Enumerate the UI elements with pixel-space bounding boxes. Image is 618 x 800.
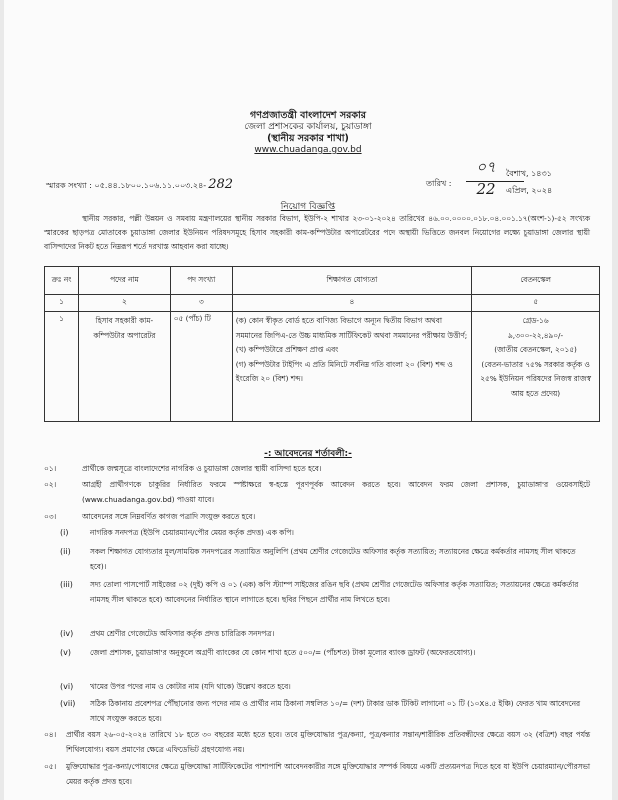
date-label: তারিখ : [426, 179, 452, 188]
term-item: ০৩। আবেদনের সঙ্গে নিম্নবর্ণিত কাগজ পত্রাদি সংযুক্ত করতে হবে। [44, 512, 256, 521]
document-page [4, 0, 612, 800]
attachment-item: (iii) সদ্য তোলা পাসপোর্ট সাইজের ০২ (দুই) কপি ও ০১ (এক) কপি স্ট্যাম্প সাইজের রঙিন ছবি (প্রথম শ্রেণীর গেজেটেড অফিসার কর্তৃক সত্যায়িত; সত্যায়নের ক্ষেত্রে কর্মকর্তার নামসহ সীল থাকতে হবে) আবেদনের নির্ধারিত স্থানে লাগাতে হবে। ছবির পিছনে প্রার্থীর নাম লিখতে হবে। [60, 580, 579, 604]
row-post-name: হিসাব সহকারী কাম-কম্পিউটার অপারেটর [78, 312, 170, 422]
memo-label: স্মারক সংখ্যা : ০৫.৪৪.১৮০০.১০৬.১১.০০৩.২৪- [46, 181, 207, 190]
section-title: (স্থানীয় সরকার শাখা) [267, 133, 349, 145]
office-title: জেলা প্রশাসকের কার্যালয়, চুয়াডাঙ্গা [244, 121, 372, 132]
table-row [45, 312, 600, 422]
term-item: ০৫। মুক্তিযোদ্ধার পুত্র-কন্যা/পোষ্যদের ক্ষেত্রে মুক্তিযোদ্ধা সার্টিফিকেটের পাশাপাশি আবেদনকারীর সঙ্গে মুক্তিযোদ্ধার সম্পর্ক বিষয়ে একটি প্রত্যয়নপত্র দিতে হবে যা ইউপি চেয়ারম্যান/পৌরসভা মেয়র কর্তৃক প্রদত্ত হবে। [44, 762, 590, 786]
row-salary: গ্রেড-১৬ ৯,৩০০-২২,৪৯০/- (জাতীয় বেতনস্কেল, ২০১৫) (বেতন-ভাতার ৭৫% সরকার কর্তৃক ও ২৫% ইউনিয়ন পরিষদের নিজস্ব রাজস্ব আয় হতে প্রদেয়) [472, 312, 600, 422]
attachment-item: (v) জেলা প্রশাসক, চুয়াডাঙ্গা'র অনুকূলে অগ্রণী ব্যাংকের যে কোন শাখা হতে ৫০০/= (পাঁচশত) টাকা মূল্যের ব্যাংক ড্রাফট (অফেরতযোগ্য)। [60, 648, 476, 657]
term-item: ০৪। প্রার্থীর বয়স ২৬-০৫-২০২৪ তারিখে ১৮ হতে ৩০ বছরের মধ্যে হতে হবে। তবে মুক্তিযোদ্ধার পুত্র/কন্যা, পুত্র/কন্যার সন্তান/শারীরিক প্রতিবন্ধীদের ক্ষেত্রে বয়স ৩২ (বত্রিশ) বছর পর্যন্ত শিথিলযোগ্য। বয়স প্রমাণের ক্ষেত্রে এফিডেভিট গ্রহণযোগ্য নয়। [44, 730, 590, 754]
memo-number [46, 177, 233, 193]
row-qualification: (ক) কোন স্বীকৃত বোর্ড হতে বাণিজ্য বিভাগে অন্যূন দ্বিতীয় বিভাগ অথবা সমমানের জিপিএ-তে উচ্চ মাধ্যমিক সার্টিফিকেট অথবা সমমানের পরীক্ষায় উত্তীর্ণ; (খ) কম্পিউটারে প্রশিক্ষণ প্রাপ্ত এবং (গ) কম্পিউটার টাইপিং এ প্রতি মিনিটে সর্বনিম্ন গতি বাংলা ২০ (বিশ) শব্দ ও ইংরেজি ২০ (বিশ) শব্দ। [232, 312, 471, 422]
row-post-count: ০৫ (পাঁচ) টি [170, 312, 232, 422]
website-link[interactable]: www.chuadanga.gov.bd [254, 145, 362, 155]
terms-title: -: আবেদনের শর্তাবলী:- [264, 449, 352, 459]
header-post-count: পদ সংখ্যা [170, 267, 232, 295]
attachment-item: (ii) সকল শিক্ষাগত যোগ্যতার মূল/সাময়িক সনদপত্রের সত্যায়িত অনুলিপি (প্রথম শ্রেণীর গেজেটেড অফিসার কর্তৃক সত্যায়িত; সত্যায়নের ক্ষেত্রে কর্মকর্তার নামসহ সীল থাকতে হবে)। [60, 547, 576, 571]
attachment-item: (i) নাগরিক সনদপত্র (ইউপি চেয়ারম্যান/পৌর মেয়র কর্তৃক প্রদত্ত) এক কপি। [60, 528, 294, 537]
vacancy-table [44, 266, 600, 422]
intro-paragraph: স্থানীয় সরকার, পল্লী উন্নয়ন ও সমবায় মন্ত্রণালয়ের স্থানীয় সরকার বিভাগ, ইউপি-২ শাখার ২৩-০১-২০২৪ তারিখের ৪৬.০০.০০০০.০১৮.০৪.০০১.১৭(অংশ-১)-৫২ সংখ্যক স্মারকের ছাড়পত্র মোতাবেক চুয়াডাঙ্গা জেলার ইউনিয়ন পরিষদসমূহে হিসাব সহকারী কাম-কম্পিউটার অপারেটরের পদে অস্থায়ী ভিত্তিতে জনবল নিয়োগের লক্ষ্যে চুয়াডাঙ্গা জেলার স্থায়ী বাসিন্দাদের নিকট হতে নিম্নরূপ শর্তে দরখাস্ত আহবান করা যাচ্ছে। [44, 214, 590, 251]
header-qualification: শিক্ষাগত যোগ্যতা [232, 267, 471, 295]
government-title: গণপ্রজাতন্ত্রী বাংলাদেশ সরকার [250, 110, 366, 121]
attachment-item: (vii) সঠিক ঠিকানায় প্রবেশপত্র পৌঁছানোর জন্য পদের নাম ও প্রার্থীর নাম ঠিকানা সম্বলিত ১০/= (দশ) টাকার ডাক টিকিট লাগানো ০১ টি (১০X৪.৫ ইঞ্চি) ফেরত খাম আবেদনের সাথে সংযুক্ত করতে হবে। [60, 699, 580, 723]
term-item: ০১। প্রার্থীকে জন্মসূত্রে বাংলাদেশের নাগরিক ও চুয়াডাঙ্গা জেলার স্থায়ী বাসিন্দা হতে হবে। [44, 464, 322, 473]
attachment-item: (vi) খামের উপর পদের নাম ও কোটার নাম (যদি থাকে) উল্লেখ করতে হবে। [60, 682, 291, 691]
header-salary: বেতনস্কেল [472, 267, 600, 295]
table-column-number-row: ১ ২ ৩ ৪ ৫ [45, 295, 600, 312]
english-month-year: এপ্রিল, ২০২৪ [506, 186, 553, 195]
attachment-item: (iv) প্রথম শ্রেণীর গেজেটেড অফিসার কর্তৃক প্রদত্ত চারিত্রিক সনদপত্র। [60, 629, 275, 638]
header-post-name: পদের নাম [78, 267, 170, 295]
english-day: 22 [476, 180, 496, 198]
bengali-day: ০৭ [476, 158, 496, 176]
row-serial: ১ [45, 312, 79, 422]
term-item: ০২। আগ্রহী প্রার্থীগণকে চাকুরির নির্ধারিত ফরমে স্পষ্টাক্ষরে স্ব-হস্তে পূরণপূর্বক আবেদন করতে হবে। আবেদন ফরম জেলা প্রশাসক, চুয়াডাঙ্গা'র ওয়েবসাইটে (www.chuadanga.gov.bd) পাওয়া যাবে। [44, 480, 590, 504]
memo-handwritten-number: 282 [208, 177, 234, 192]
letterhead [4, 110, 612, 156]
notice-title: নিয়োগ বিজ্ঞপ্তি [280, 202, 336, 212]
bengali-month-year: বৈশাখ, ১৪৩১ [506, 169, 552, 178]
date-block [466, 158, 606, 198]
header-serial: ক্রঃ নং [45, 267, 79, 295]
table-header-row [45, 267, 600, 295]
date-divider [466, 181, 524, 182]
